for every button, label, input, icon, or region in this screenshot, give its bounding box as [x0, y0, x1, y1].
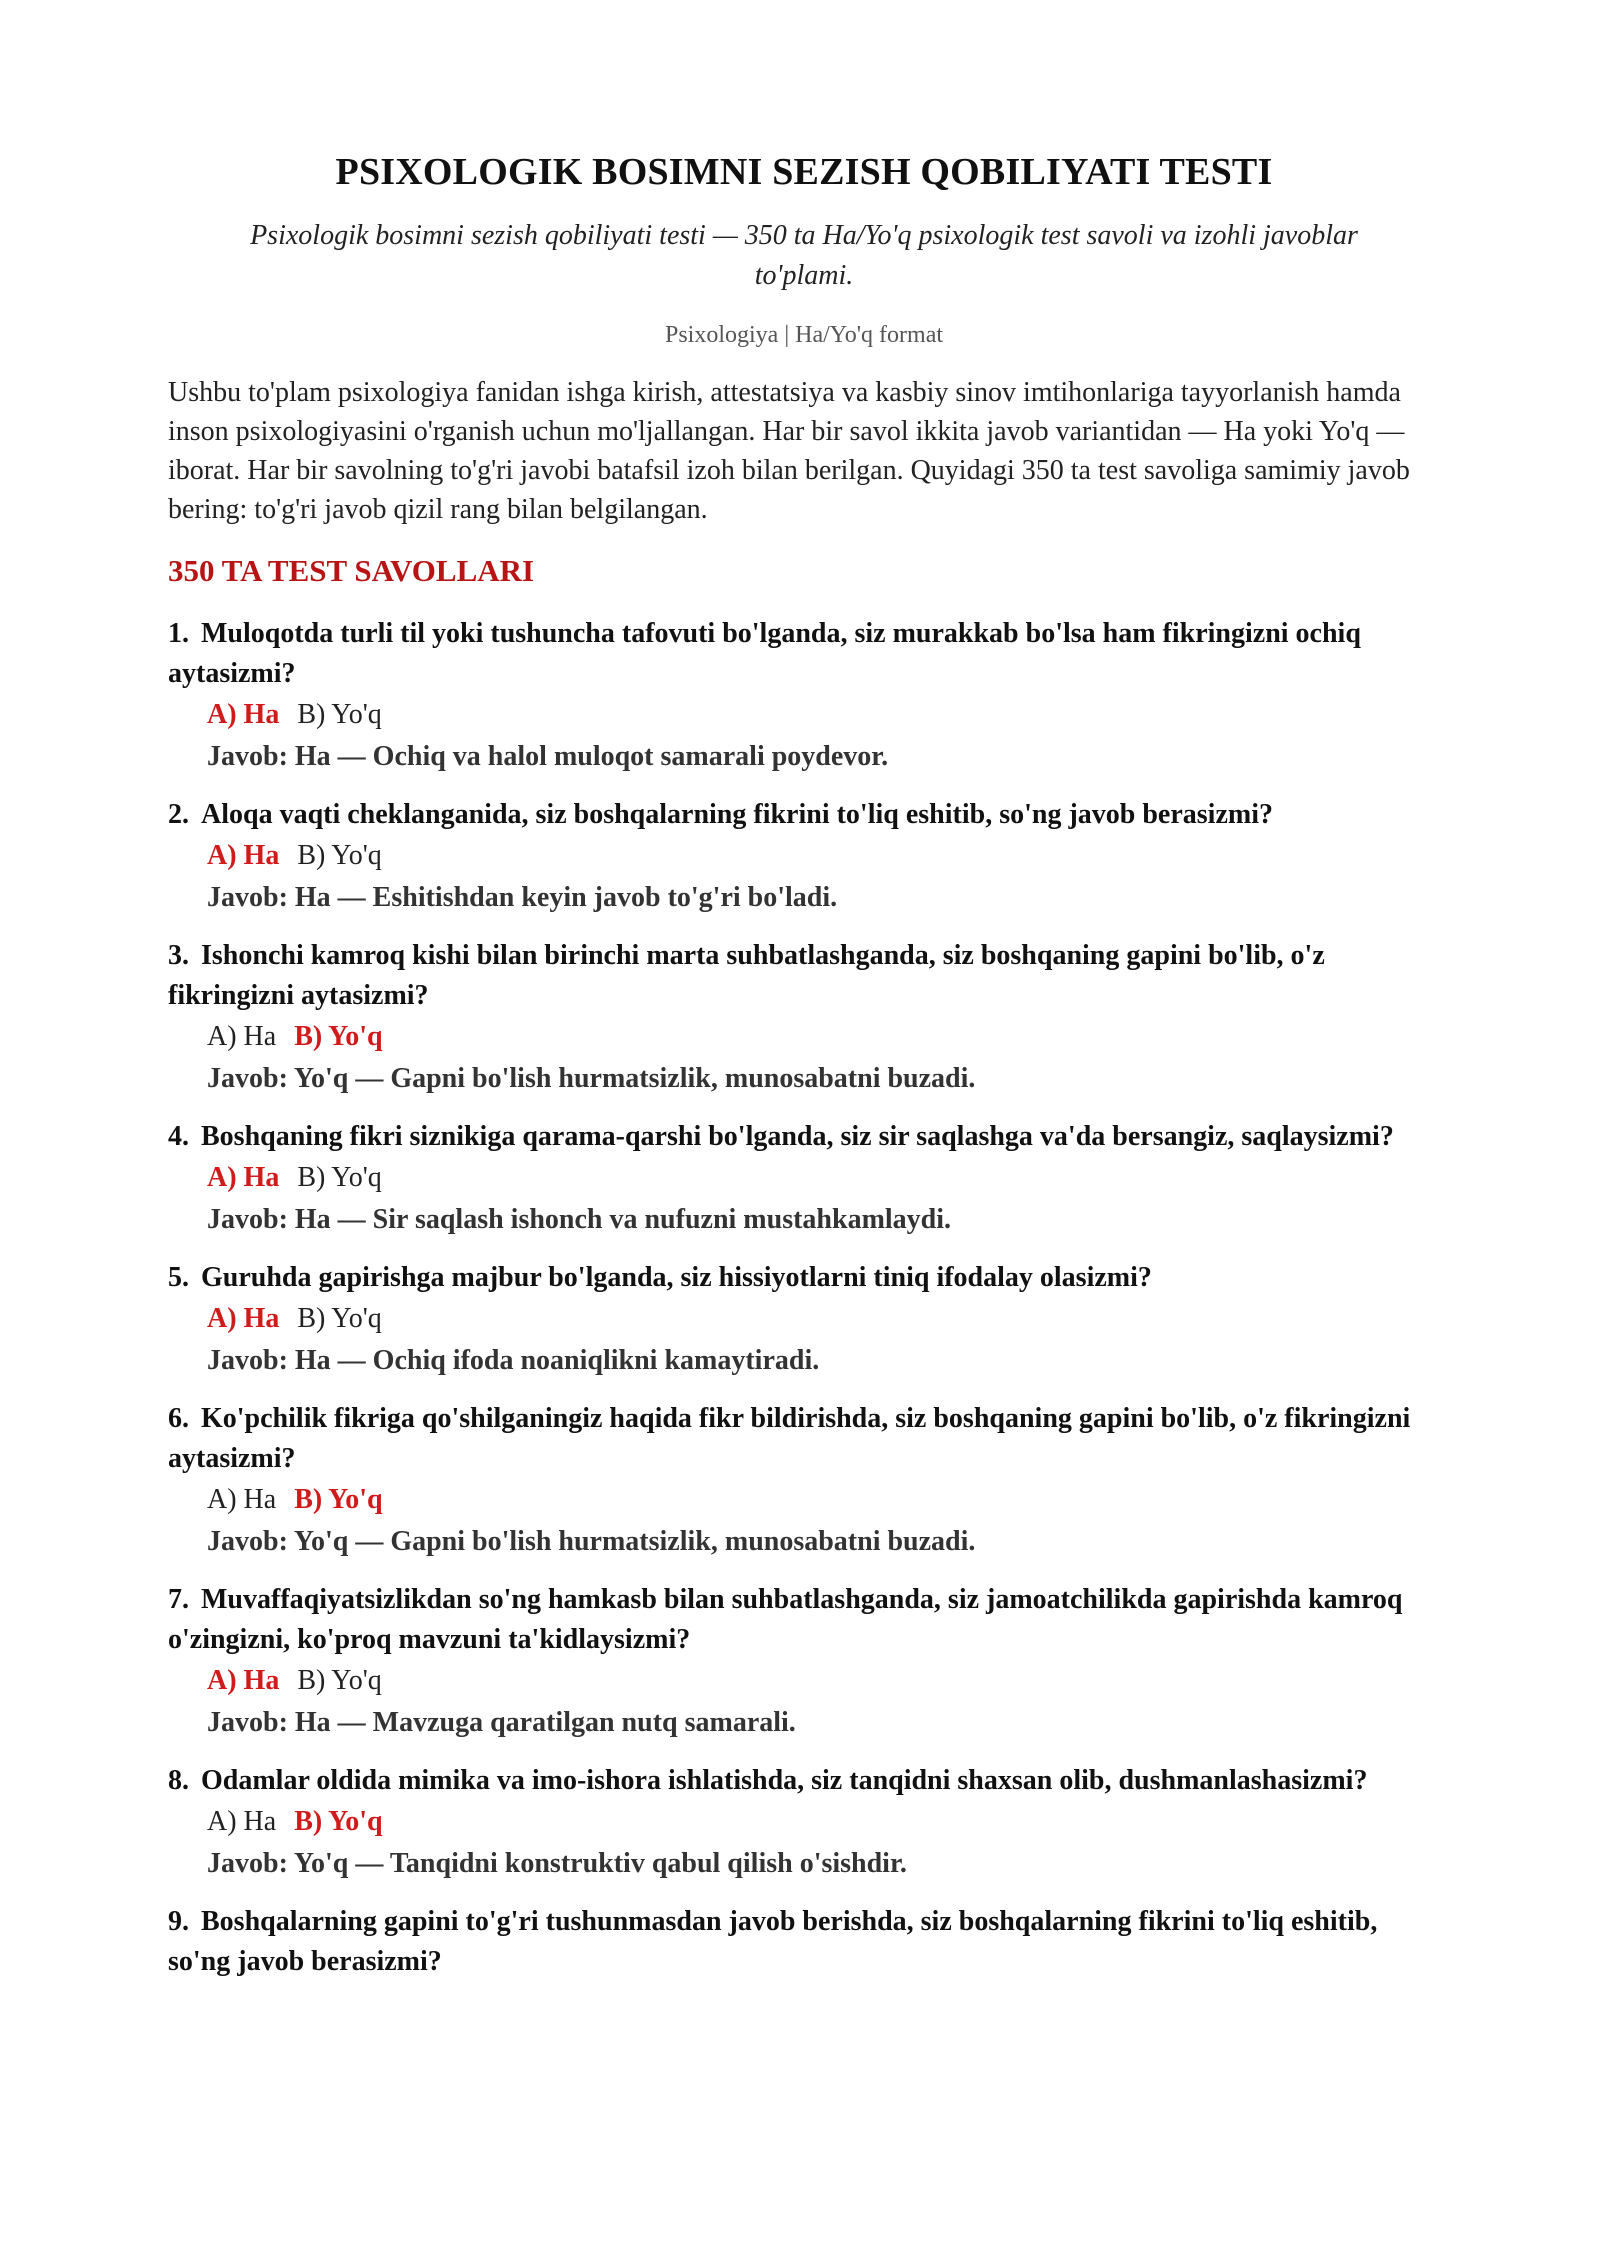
section-heading: 350 TA TEST SAVOLLARI	[168, 553, 535, 588]
answer-explanation: Javob: Yo'q — Tanqidni konstruktiv qabul qilish o'sishdir.	[207, 1848, 907, 1879]
category-meta: Psixologiya | Ha/Yo'q format	[664, 322, 944, 348]
option-b: B) Yo'q	[297, 840, 382, 871]
option-b: B) Yo'q	[297, 1162, 382, 1193]
answer-options	[207, 835, 1440, 877]
question-item	[168, 1902, 1440, 1982]
option-b: B) Yo'q	[294, 1806, 383, 1837]
question-item	[168, 1761, 1440, 1885]
answer-explanation: Javob: Ha — Sir saqlash ishonch va nufuzni mustahkamlaydi.	[207, 1204, 952, 1235]
answer-options	[207, 1479, 1440, 1521]
answer-explanation: Javob: Ha — Ochiq ifoda noaniqlikni kamaytiradi.	[207, 1345, 820, 1376]
answer-options	[207, 1298, 1440, 1340]
option-a: A) Ha	[207, 699, 280, 730]
question-body: Boshqalarning gapini to'g'ri tushunmasdan javob berishda, siz boshqalarning fikrini to'liq eshitib, so'ng javob berasizmi?	[168, 1906, 1378, 1977]
question-number: 9.	[168, 1906, 189, 1937]
option-b: B) Yo'q	[294, 1021, 383, 1052]
answer-options	[207, 1016, 1440, 1058]
question-item	[168, 1399, 1440, 1563]
answer-options	[207, 1157, 1440, 1199]
question-body: Aloqa vaqti cheklanganida, siz boshqalarning fikrini to'liq eshitib, so'ng javob berasizmi?	[201, 799, 1273, 830]
question-body: Ko'pchilik fikriga qo'shilganingiz haqida fikr bildirishda, siz boshqaning gapini bo'lib, o'z fikringizni aytasizmi?	[168, 1403, 1411, 1474]
question-body: Muvaffaqiyatsizlikdan so'ng hamkasb bilan suhbatlashganda, siz jamoatchilikda gapirishda kamroq o'zingizni, ko'proq mavzuni ta'kidlaysizmi?	[168, 1584, 1403, 1655]
question-number: 8.	[168, 1765, 189, 1796]
option-a: A) Ha	[207, 1303, 280, 1334]
question-item	[168, 1580, 1440, 1744]
answer-explanation: Javob: Ha — Eshitishdan keyin javob to'g'ri bo'ladi.	[207, 882, 838, 913]
page-subtitle: Psixologik bosimni sezish qobiliyati testi — 350 ta Ha/Yo'q psixologik test savoli va izohli javoblar to'plami.	[250, 220, 1358, 291]
question-text	[168, 1902, 1440, 1982]
answer-explanation: Javob: Yo'q — Gapni bo'lish hurmatsizlik, munosabatni buzadi.	[207, 1526, 976, 1557]
question-text	[168, 1117, 1440, 1157]
option-b: B) Yo'q	[297, 1665, 382, 1696]
question-item	[168, 795, 1440, 919]
option-a: A) Ha	[207, 1665, 280, 1696]
page-title: PSIXOLOGIK BOSIMNI SEZISH QOBILIYATI TESTI	[335, 151, 1273, 193]
question-text	[168, 1761, 1440, 1801]
answer-explanation: Javob: Ha — Ochiq va halol muloqot samarali poydevor.	[207, 741, 889, 772]
option-a: A) Ha	[207, 1806, 277, 1837]
question-text	[168, 1258, 1440, 1298]
question-body: Odamlar oldida mimika va imo-ishora ishlatishda, siz tanqidni shaxsan olib, dushmanlashasizmi?	[201, 1765, 1368, 1796]
question-text	[168, 614, 1440, 694]
question-number: 5.	[168, 1262, 189, 1293]
question-number: 7.	[168, 1584, 189, 1615]
intro-paragraph: Ushbu to'plam psixologiya fanidan ishga kirish, attestatsiya va kasbiy sinov imtihonlariga tayyorlanish hamda inson psixologiyasini o'rganish uchun mo'ljallangan. Har bir savol ikkita javob variantidan — Ha yoki Yo'q — iborat. Har bir savolning to'g'ri javobi batafsil izoh bilan berilgan. Quyidagi 350 ta test savoliga samimiy javob bering: to'g'ri javob qizil rang bilan belgilangan.	[168, 377, 1410, 525]
option-a: A) Ha	[207, 1021, 277, 1052]
option-b: B) Yo'q	[297, 1303, 382, 1334]
option-b: B) Yo'q	[297, 699, 382, 730]
option-b: B) Yo'q	[294, 1484, 383, 1515]
question-item	[168, 936, 1440, 1100]
question-text	[168, 795, 1440, 835]
question-number: 6.	[168, 1403, 189, 1434]
question-body: Muloqotda turli til yoki tushuncha tafovuti bo'lganda, siz murakkab bo'lsa ham fikringizni ochiq aytasizmi?	[168, 618, 1361, 689]
question-text	[168, 1580, 1440, 1660]
question-item	[168, 614, 1440, 778]
question-item	[168, 1258, 1440, 1382]
question-number: 3.	[168, 940, 189, 971]
question-body: Ishonchi kamroq kishi bilan birinchi marta suhbatlashganda, siz boshqaning gapini bo'lib, o'z fikringizni aytasizmi?	[168, 940, 1325, 1011]
question-item	[168, 1117, 1440, 1241]
question-number: 2.	[168, 799, 189, 830]
question-list	[168, 614, 1440, 1982]
question-body: Guruhda gapirishga majbur bo'lganda, siz hissiyotlarni tiniq ifodalay olasizmi?	[201, 1262, 1152, 1293]
answer-explanation: Javob: Ha — Mavzuga qaratilgan nutq samarali.	[207, 1707, 796, 1738]
option-a: A) Ha	[207, 840, 280, 871]
option-a: A) Ha	[207, 1484, 277, 1515]
answer-options	[207, 694, 1440, 736]
answer-options	[207, 1660, 1440, 1702]
document-page	[168, 0, 1440, 1999]
answer-options	[207, 1801, 1440, 1843]
option-a: A) Ha	[207, 1162, 280, 1193]
question-number: 1.	[168, 618, 189, 649]
question-text	[168, 1399, 1440, 1479]
answer-explanation: Javob: Yo'q — Gapni bo'lish hurmatsizlik, munosabatni buzadi.	[207, 1063, 976, 1094]
question-text	[168, 936, 1440, 1016]
question-body: Boshqaning fikri siznikiga qarama-qarshi bo'lganda, siz sir saqlashga va'da bersangiz, saqlaysizmi?	[201, 1121, 1394, 1152]
question-number: 4.	[168, 1121, 189, 1152]
